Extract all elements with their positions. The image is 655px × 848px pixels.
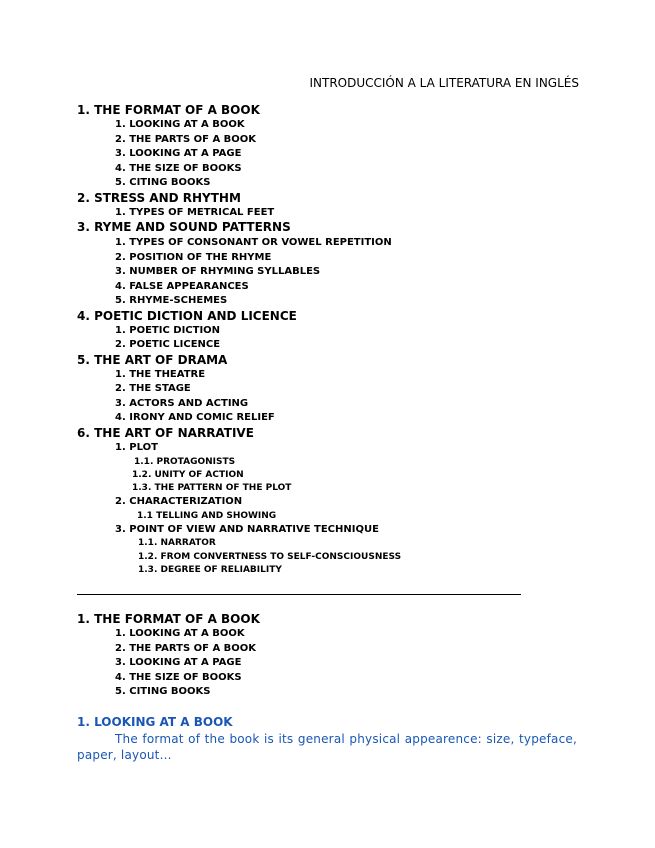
toc-section-1: 1. THE FORMAT OF A BOOK [77, 612, 260, 626]
toc-item: 2. THE PARTS OF A BOOK [115, 133, 257, 145]
toc-item: 1. LOOKING AT A BOOK [115, 119, 245, 131]
toc-section-5: 5. THE ART OF DRAMA [77, 352, 228, 367]
toc-item: 4. THE SIZE OF BOOKS [115, 162, 242, 174]
toc-section-4: 4. POETIC DICTION AND LICENCE [77, 308, 297, 323]
toc-subitem: 1.2. UNITY OF ACTION [132, 469, 244, 480]
toc-subitem: 1.2. FROM CONVERTNESS TO SELF-CONSCIOUSNESS [138, 551, 402, 562]
toc-subitem: 1.1. NARRATOR [138, 538, 216, 549]
toc-item: 4. THE SIZE OF BOOKS [115, 671, 242, 683]
toc-item: 1. POETIC DICTION [115, 324, 221, 336]
toc-subitem: 1.3. DEGREE OF RELIABILITY [138, 564, 282, 575]
toc-subitem: 1.1. PROTAGONISTS [134, 456, 236, 467]
toc-section-2: 2. STRESS AND RHYTHM [77, 190, 241, 205]
toc-item: 2. THE STAGE [115, 383, 191, 395]
toc-item: 1. TYPES OF METRICAL FEET [115, 206, 275, 218]
toc-item: 1. PLOT [115, 442, 158, 454]
toc-item: 3. ACTORS AND ACTING [115, 397, 249, 409]
toc-item: 1. THE THEATRE [115, 368, 206, 380]
section-toc [77, 612, 587, 700]
toc-item: 2. POSITION OF THE RHYME [115, 251, 272, 263]
toc-item: 4. IRONY AND COMIC RELIEF [115, 412, 275, 424]
table-of-contents [77, 103, 587, 577]
section-paragraph: The format of the book is its general physical appearence: size, typeface, paper, layout... [77, 732, 577, 762]
toc-item: 2. CHARACTERIZATION [115, 496, 243, 508]
toc-section-1: 1. THE FORMAT OF A BOOK [77, 103, 260, 117]
toc-item: 3. NUMBER OF RHYMING SYLLABLES [115, 266, 321, 278]
horizontal-divider [77, 594, 521, 595]
section-looking-at-a-book [77, 714, 577, 763]
toc-item: 5. CITING BOOKS [115, 686, 211, 698]
toc-item: 3. LOOKING AT A PAGE [115, 148, 242, 160]
toc-item: 1. TYPES OF CONSONANT OR VOWEL REPETITION [115, 237, 392, 249]
toc-subitem: 1.3. THE PATTERN OF THE PLOT [132, 483, 292, 493]
toc-item: 5. RHYME-SCHEMES [115, 295, 228, 307]
course-title: INTRODUCCIÓN A LA LITERATURA EN INGLÉS [309, 76, 579, 90]
toc-item: 3. LOOKING AT A PAGE [115, 657, 242, 669]
toc-item: 3. POINT OF VIEW AND NARRATIVE TECHNIQUE [115, 523, 379, 535]
toc-item: 1. LOOKING AT A BOOK [115, 628, 245, 640]
toc-item: 4. FALSE APPEARANCES [115, 280, 249, 292]
toc-item: 5. CITING BOOKS [115, 177, 211, 189]
section-heading: 1. LOOKING AT A BOOK [77, 715, 233, 729]
toc-subitem: 1.1 TELLING AND SHOWING [137, 510, 277, 521]
toc-section-3: 3. RYME AND SOUND PATTERNS [77, 220, 291, 235]
toc-item: 2. THE PARTS OF A BOOK [115, 642, 257, 654]
toc-section-6: 6. THE ART OF NARRATIVE [77, 425, 254, 440]
toc-item: 2. POETIC LICENCE [115, 339, 221, 351]
